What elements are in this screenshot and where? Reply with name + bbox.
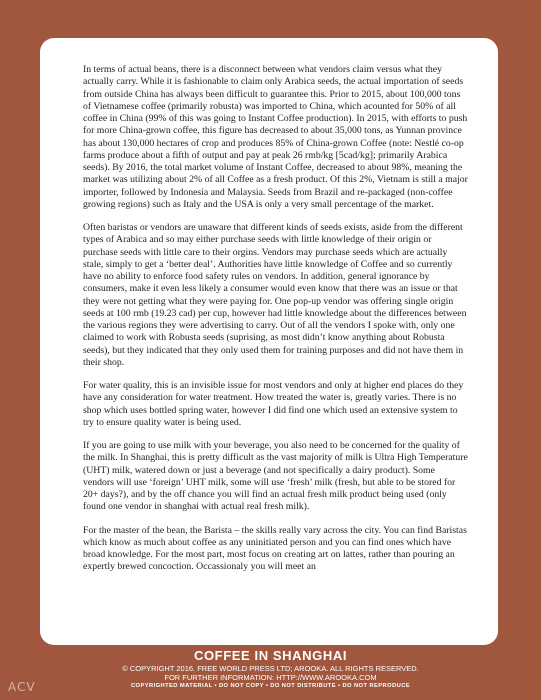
footer-info: FOR FURTHER INFORMATION: HTTP://WWW.AROOKA.COM: [164, 673, 377, 682]
paragraph-beans: In terms of actual beans, there is a disconnect between what vendors claim versus what they actually carry. While it is fashionable to claim only Arabica seeds, the actual importation of seeds from outside China has always been difficult to guarantee this. Prior to 2015, about 100,000 tons of Vietnamese coffee (primarily robusta) was imported to China, which acounted for 50% of all coffee in China (99% of this was going to Instant Coffee production). In 2015, with efforts to push for more China-grown coffee, this figure has decreased to about 35,000 tons, as Yunnan province has about 130,000 hectares of crop and produces 85% of China-grown Coffee (note: Nestlé co-op farms produce about a fifth of output and pay at peak 26 rmb/kg [5cad/kg]; primarily Arabica seeds). By 2016, the total market volume of Instant Coffee, decreased to about 98%, meaning the market was utilizing about 2% of all Coffee as a fresh product. Of this 2%, Vietnam is still a major importer, followed by Indonesia and Malaysia. Seeds from Brazil and re-packaged (non-coffee growing regions) such as Italy and the USA is only a very small percentage of the market.: [83, 64, 468, 210]
document-page: [40, 38, 498, 645]
document-body: [83, 64, 468, 585]
watermark-text: ACV: [8, 680, 36, 694]
footer-notice: COPYRIGHTED MATERIAL • DO NOT COPY • DO NOT DISTRIBUTE • DO NOT REPRODUCE: [130, 683, 411, 689]
footer-copyright: © COPYRIGHT 2016. FREE WORLD PRESS LTD; AROOKA. ALL RIGHTS RESERVED.: [122, 664, 419, 673]
paragraph-barista: For the master of the bean, the Barista – the skills really vary across the city. You can find Baristas which know as much about coffee as any uninitiated person and you can find ones which have broad knowledge. For the most part, most focus on creating art on lattes, rather than pouring an expertly brewed concoction. Occassionaly you will meet an: [83, 524, 467, 573]
paragraph-seeds: Often baristas or vendors are unaware that different kinds of seeds exists, aside from the different types of Arabica and so may either purchase seeds with little knowledge of their origin or purchase seeds with little care to their orgins. Vendors may purchase seeds which are actually stale, simply to get a ‘better deal’. Authorities have little knowledge of Coffee and so currently have no ability to enforce food safety rules on vendors. In addition, general ignorance by consumers, make it even less likely a consumer would even know that there was an issue or that they were not getting what they were paying for. One pop-up vendor was offering single origin seeds at 100 rmb (19.23 cad) per cup, however had little knowledge about the differences between the various regions they were advertising to carry. Out of all the vendors I spoke with, only one claimed to work with Robusta seeds (suprising, as most didn’t know anything about Robusta seeds), but they indicated that they only used them for training purposes and did not have them in their shop.: [83, 222, 467, 368]
footer-title: COFFEE IN SHANGHAI: [193, 648, 348, 663]
paragraph-water: For water quality, this is an invisible issue for most vendors and only at higher end places do they have any consideration for water treatment. How treated the water is, greatly varies. There is no shop which uses bottled spring water, however I did find one which used an extensive system to try to ensure quality water is being used.: [83, 380, 464, 428]
paragraph-milk: If you are going to use milk with your beverage, you also need to be concerned for the quality of the milk. In Shanghai, this is pretty difficult as the vast majority of milk is Ultra High Temperature (UHT) milk, watered down or just a beverage (and not specifically a dairy product). Some vendors will use ‘foreign’ UHT milk, some will use ‘fresh’ milk (fresh, but able to be stored for 20+ days?), and by the off chance you will find an actual fresh milk product being used (only found one vendor in shanghai with actual real fresh milk).: [83, 440, 468, 513]
page-footer: [0, 648, 541, 690]
